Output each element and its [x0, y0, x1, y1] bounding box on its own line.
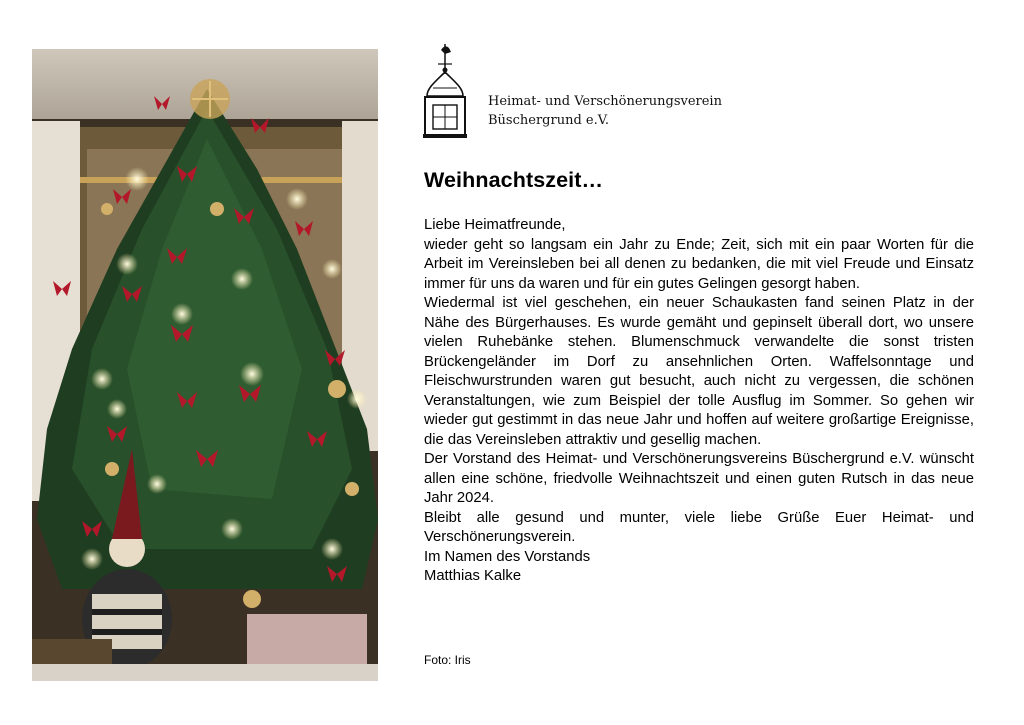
letter-closing: Im Namen des Vorstands [424, 548, 591, 565]
club-name [488, 92, 722, 130]
letter-paragraph-2: Wiedermal ist viel geschehen, ein neuer Schaukasten fand seinen Platz in der Nähe des Bürgerhauses. Es wurde gemäht und gepinselt überall dort, wo unsere vielen Ruhebänke stehen. Blumenschmuck verwandelte die sonst tristen Brückengeländer im Dorf zu ansehnlichen Orten. Waffelsonntage und Fleischwurstrunden waren gut besucht, auch nicht zu vergessen, die schönen Veranstaltungen, wie zum Beispiel der tolle Ausflug im Sommer. So gehen wir wieder gut gestimmt in das neue Jahr und hoffen auf weitere großartige Ereignisse, die das Vereinsleben attraktiv und gesellig machen. [424, 295, 974, 448]
chapel-tower-icon [421, 42, 473, 140]
tree-photo-drawing [32, 49, 378, 681]
club-name-line1: Heimat- und Verschönerungsverein [488, 94, 722, 109]
letter-signature: Matthias Kalke [424, 568, 522, 584]
letter-paragraph-3: Der Vorstand des Heimat- und Verschönerungsvereins Büschergrund e.V. wünscht allen eine schöne, friedvolle Weihnachtszeit und einen guten Rutsch in das neue Jahr 2024. [424, 451, 974, 506]
photo-credit: Foto: Iris [424, 653, 471, 667]
christmas-tree-photo [32, 49, 378, 681]
club-name-line2: Büschergrund e.V. [488, 113, 609, 128]
letter-paragraph-4: Bleibt alle gesund und munter, viele liebe Grüße Euer Heimat- und Verschönerungsverein. [424, 509, 974, 545]
page-title: Weihnachtszeit… [424, 168, 604, 192]
club-logo [421, 42, 721, 140]
christmas-letter [424, 216, 974, 587]
letter-paragraph-1: wieder geht so langsam ein Jahr zu Ende; Zeit, sich mit ein paar Worten für die Arbeit im Vereinsleben bei all denen zu bedanken, die mit viel Freude und Einsatz immer für uns da waren und für ein gutes Gelingen gesorgt haben. [424, 236, 974, 292]
letter-greeting: Liebe Heimatfreunde, [424, 217, 566, 233]
